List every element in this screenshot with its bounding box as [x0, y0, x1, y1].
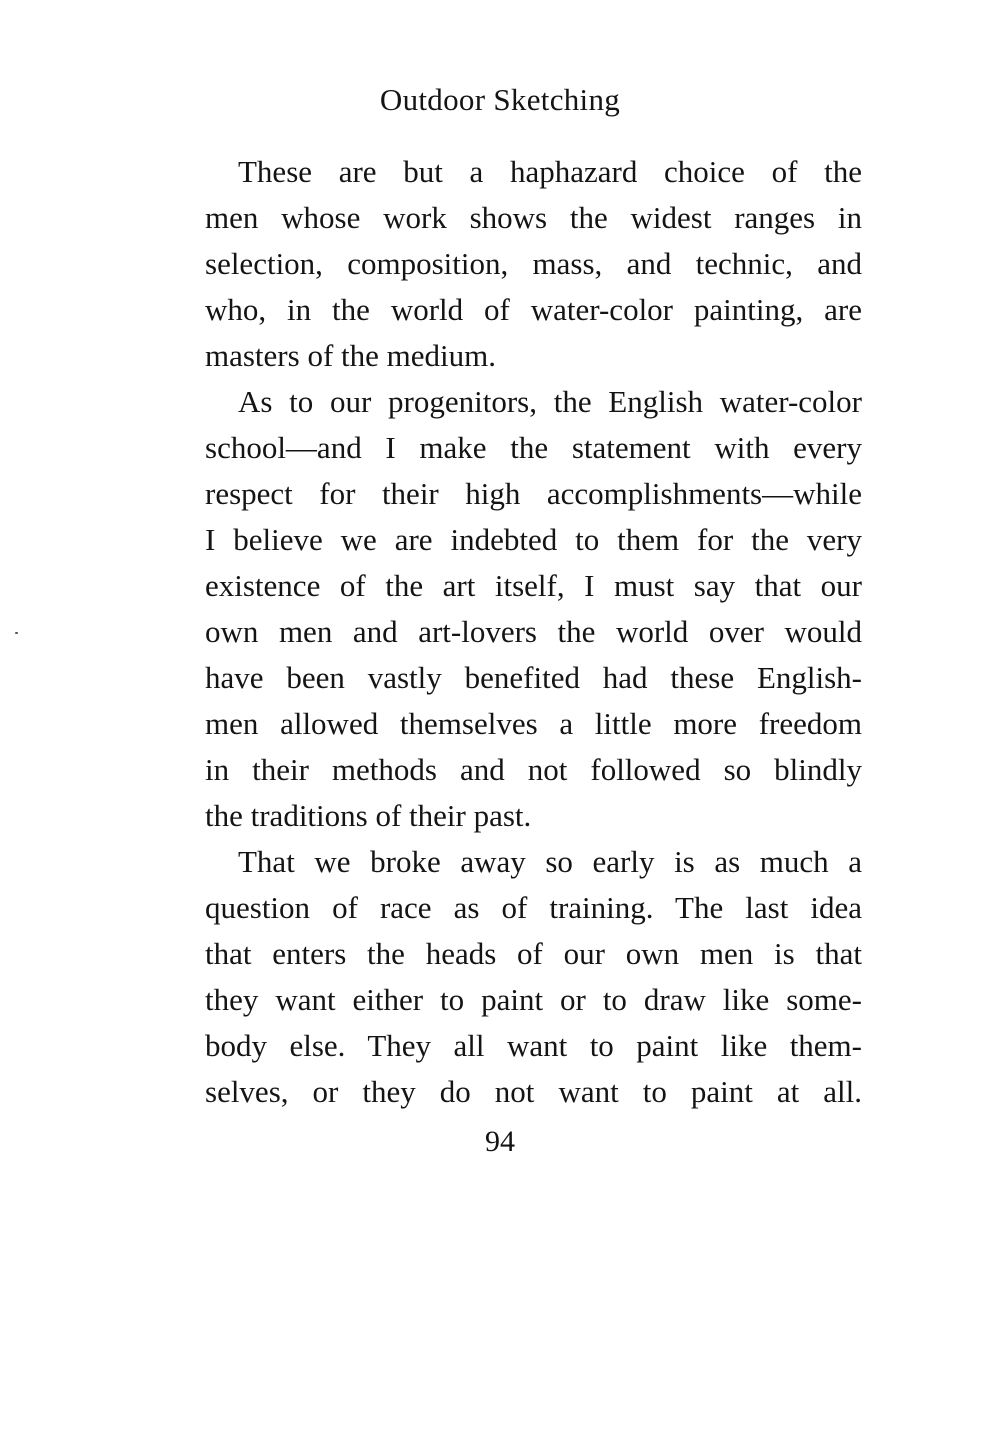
text-line: That we broke away so early is as much a — [238, 844, 862, 879]
body-text — [205, 149, 862, 1115]
text-line: have been vastly benefited had these English- — [205, 660, 862, 695]
scan-speck — [15, 632, 18, 634]
text-line: the traditions of their past. — [205, 798, 532, 833]
text-line: in their methods and not followed so blindly — [205, 752, 862, 787]
text-line: respect for their high accomplishments—while — [205, 476, 862, 511]
text-line: As to our progenitors, the English water-color — [238, 384, 862, 419]
running-head-title: Outdoor Sketching — [379, 82, 621, 117]
text-line: school—and I make the statement with every — [205, 430, 862, 465]
text-line: selection, composition, mass, and technic, and — [205, 246, 862, 281]
text-line: that enters the heads of our own men is that — [205, 936, 862, 971]
text-line: own men and art-lovers the world over would — [205, 614, 862, 649]
text-line: These are but a haphazard choice of the — [238, 154, 862, 189]
text-line: masters of the medium. — [205, 338, 496, 373]
text-line: I believe we are indebted to them for the very — [205, 522, 862, 557]
text-line: selves, or they do not want to paint at all. — [205, 1074, 862, 1109]
paragraph-1 — [205, 149, 862, 379]
paragraph-3 — [205, 839, 862, 1115]
text-line: men whose work shows the widest ranges in — [205, 200, 862, 235]
text-line: body else. They all want to paint like them- — [205, 1028, 862, 1063]
paragraph-2 — [205, 379, 862, 839]
text-line: existence of the art itself, I must say that our — [205, 568, 862, 603]
page-number: 94 — [485, 1125, 515, 1158]
text-line: question of race as of training. The last idea — [205, 890, 862, 925]
text-line: they want either to paint or to draw like some- — [205, 982, 862, 1017]
text-line: who, in the world of water-color painting, are — [205, 292, 862, 327]
text-line: men allowed themselves a little more freedom — [205, 706, 862, 741]
